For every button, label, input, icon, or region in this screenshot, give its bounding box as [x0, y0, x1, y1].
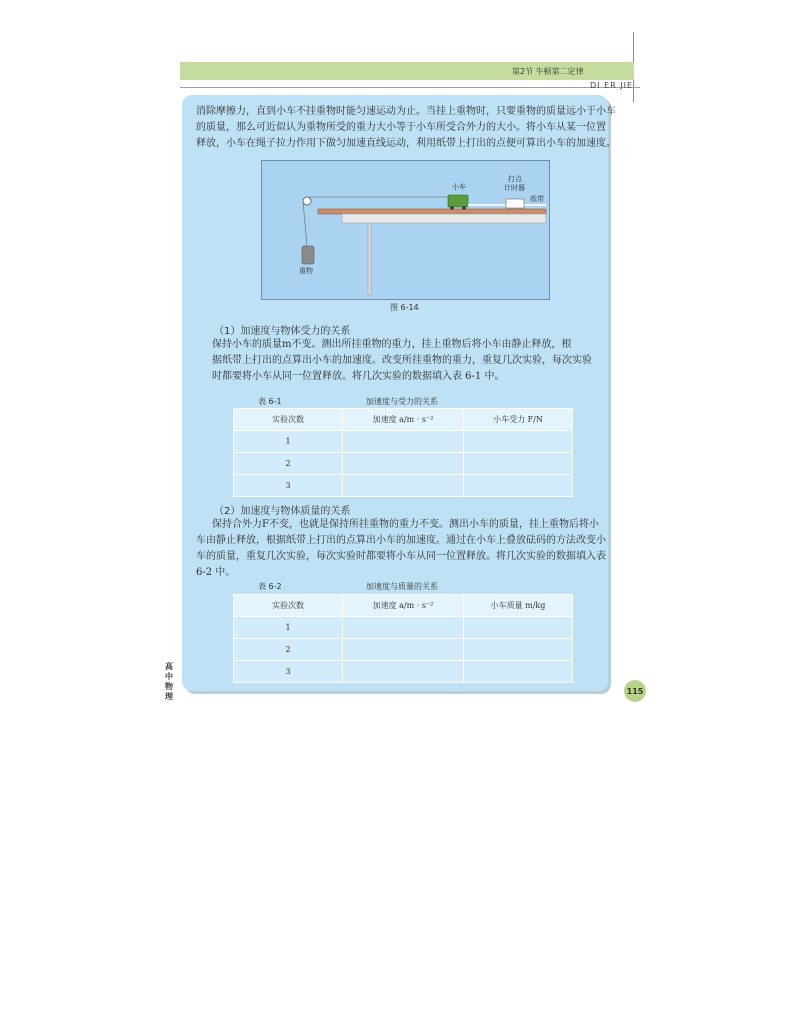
- section2-line: 车的质量，重复几次实验，每次实验时都要将小车从同一位置释放。将几次实验的数据填入表: [196, 551, 606, 562]
- table-cell: [343, 453, 464, 475]
- table-header-row: [234, 595, 573, 617]
- table-cell: [343, 639, 464, 661]
- table-row: [234, 431, 573, 453]
- table2-label: 表 6-2: [258, 582, 282, 591]
- section1-paragraph: [212, 337, 592, 385]
- section1-line: 时都要将小车从同一位置释放。将几次实验的数据填入表 6-1 中。: [212, 371, 505, 382]
- section2-line: 6-2 中。: [196, 567, 236, 578]
- table-cell: [464, 661, 573, 683]
- table-cell: [464, 617, 573, 639]
- label-tape: 纸带: [530, 195, 544, 203]
- table-cell: [343, 661, 464, 683]
- table-cell: 1: [234, 617, 343, 639]
- table-cell: [464, 475, 573, 497]
- label-timer-1: 打点: [508, 175, 522, 183]
- table-header-cell: 实验次数: [234, 595, 343, 617]
- section2-paragraph: [196, 517, 606, 581]
- figure-caption: 图 6-14: [390, 303, 419, 312]
- cart: [448, 195, 468, 207]
- table-cell: [464, 639, 573, 661]
- section-title: 第2节 牛顿第二定律: [512, 67, 584, 76]
- pulley: [303, 197, 311, 205]
- table-cell: [464, 453, 573, 475]
- table-header-cell: 加速度 a/m · s⁻²: [343, 595, 464, 617]
- intro-paragraph: [196, 104, 616, 152]
- intro-line: 消除摩擦力，直到小车不挂重物时能匀速运动为止。当挂上重物时，只要重物的质量远小于小车: [196, 106, 616, 117]
- table-header-row: [234, 409, 573, 431]
- track-board: [318, 209, 546, 214]
- label-cart: 小车: [452, 183, 466, 191]
- section1-heading: （1）加速度与物体受力的关系: [214, 326, 351, 337]
- table-cell: [343, 617, 464, 639]
- section-pinyin: DI ER JIE: [590, 81, 633, 90]
- section1-line: 保持小车的质量m不变。测出所挂重物的重力，挂上重物后将小车由静止释放，根: [212, 339, 572, 350]
- label-timer-2: 计时器: [504, 184, 525, 192]
- table-cell: 2: [234, 453, 343, 475]
- table-row: [234, 453, 573, 475]
- table-cell: 1: [234, 431, 343, 453]
- side-label: 高中物理: [165, 662, 173, 701]
- table-header-cell: 小车质量 m/kg: [464, 595, 573, 617]
- table1-title: 加速度与受力的关系: [366, 397, 438, 406]
- table-row: [234, 475, 573, 497]
- table2-title: 加速度与质量的关系: [366, 582, 438, 591]
- table-cell: 2: [234, 639, 343, 661]
- table1-label: 表 6-1: [258, 397, 282, 406]
- table-header-cell: 小车受力 F/N: [464, 409, 573, 431]
- weight-block: [302, 246, 314, 264]
- table-leg: [368, 223, 371, 295]
- page-number: 115: [624, 680, 646, 702]
- table-row: [234, 661, 573, 683]
- section2-heading: （2）加速度与物体质量的关系: [214, 506, 351, 517]
- table-cell: 3: [234, 475, 343, 497]
- table-row: [234, 617, 573, 639]
- table-cell: [343, 431, 464, 453]
- section2-line: 车由静止释放，根据纸带上打出的点算出小车的加速度。通过在小车上叠放砝码的方法改变小: [196, 535, 606, 546]
- section1-line: 据纸带上打出的点算出小车的加速度。改变所挂重物的重力，重复几次实验，每次实验: [212, 355, 592, 366]
- table-cell: [464, 431, 573, 453]
- experiment-figure: [261, 160, 550, 300]
- table-top: [342, 214, 546, 223]
- section2-line: 保持合外力F不变，也就是保持所挂重物的重力不变。测出小车的质量，挂上重物后将小: [212, 519, 599, 530]
- intro-line: 的质量，那么可近似认为重物所受的重力大小等于小车所受合外力的大小。将小车从某一位置: [196, 122, 606, 133]
- table-header-cell: 实验次数: [234, 409, 343, 431]
- ticker-timer: [506, 199, 524, 208]
- table-cell: [343, 475, 464, 497]
- header-rule: [180, 87, 640, 88]
- table-cell: 3: [234, 661, 343, 683]
- label-weight: 重物: [299, 267, 313, 275]
- table1: [233, 408, 573, 497]
- table-row: [234, 639, 573, 661]
- string-vertical: [303, 201, 307, 246]
- intro-line: 释放，小车在绳子拉力作用下做匀加速直线运动，利用纸带上打出的点便可算出小车的加速度。: [196, 138, 616, 149]
- apparatus-diagram: [262, 161, 549, 299]
- table2: [233, 594, 573, 683]
- table-header-cell: 加速度 a/m · s⁻²: [343, 409, 464, 431]
